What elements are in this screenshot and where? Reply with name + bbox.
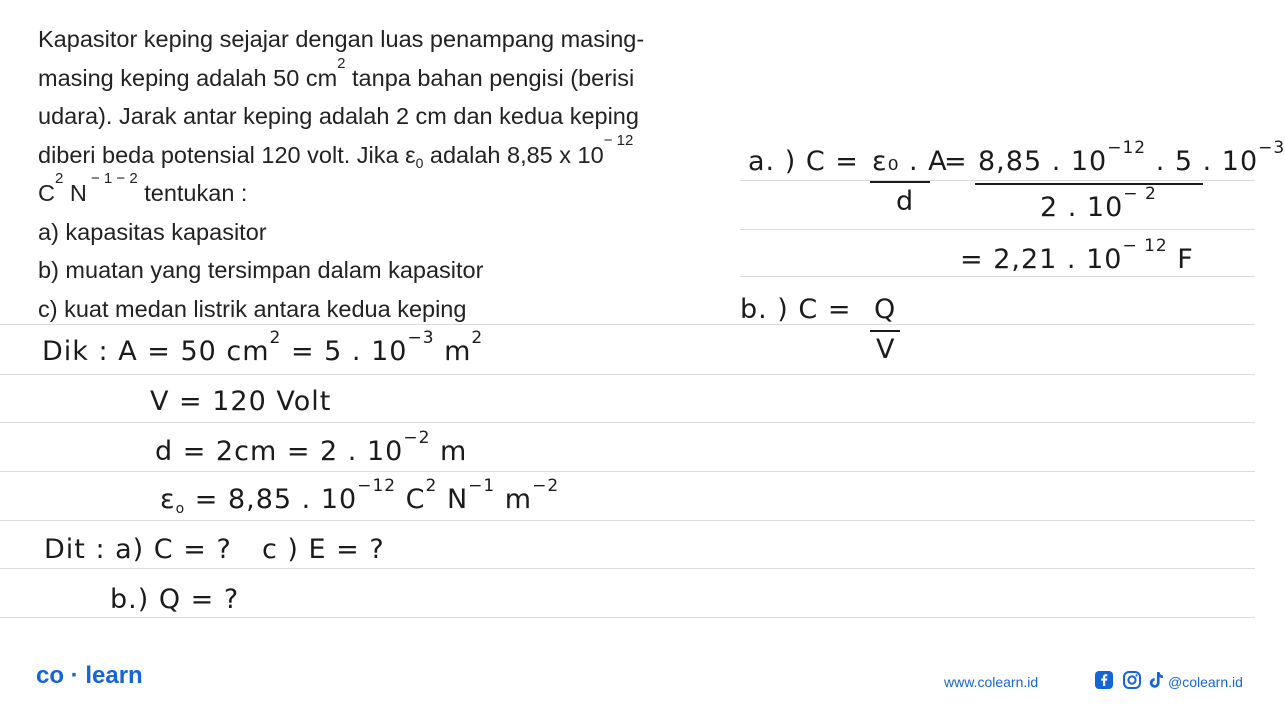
rule-line <box>0 471 1255 472</box>
answer-b-label: b. ) C = <box>740 294 852 325</box>
rule-line <box>0 374 1255 375</box>
answer-a-result: = 2,21 . $10^{- 12}$ F <box>960 236 1194 275</box>
problem-line-4: diberi beda potensial 120 volt. Jika $\varepsilon_0$ adalah 8,85 x $10^{- 12}$ <box>38 131 634 171</box>
known-voltage: V = 120 Volt <box>150 386 332 417</box>
rule-line <box>740 180 1255 181</box>
fraction-bar <box>870 181 930 183</box>
instagram-icon[interactable] <box>1122 670 1142 690</box>
problem-line-1: Kapasitor keping sejajar dengan luas penampang masing- <box>38 26 645 52</box>
question-c: c) kuat medan listrik antara kedua keping <box>38 295 467 322</box>
problem-line-3: udara). Jarak antar keping adalah 2 cm dan kedua keping <box>38 103 639 129</box>
social-handle[interactable]: @colearn.id <box>1168 674 1243 690</box>
website-link[interactable]: www.colearn.id <box>944 674 1039 690</box>
known-permittivity: $\varepsilon_o = 8,85$ . $10^{-12}$ $C^2$ $N^{-1}$ $m^{-2}$ <box>160 476 560 517</box>
answer-b-denominator: V <box>876 334 896 365</box>
rule-line <box>740 276 1255 277</box>
answer-a-equals: = <box>944 146 968 177</box>
facebook-icon[interactable] <box>1094 670 1114 690</box>
rule-line <box>0 568 1255 569</box>
rule-line <box>0 520 1255 521</box>
answer-b-numerator: Q <box>874 294 897 325</box>
asked-charge: b.) Q = ? <box>110 584 240 615</box>
fraction-bar <box>870 330 900 332</box>
answer-a-substituted-numerator: 8,85 . $10^{-12}$ . 5 . $10^{-3}$ <box>978 138 1285 177</box>
problem-statement <box>38 20 748 328</box>
rule-line <box>0 422 1255 423</box>
answer-a-substituted-denominator: 2 . $10^{- 2}$ <box>1040 184 1157 223</box>
rule-line <box>0 617 1255 618</box>
asked-field: c ) E = ? <box>262 534 385 565</box>
problem-line-5: $C^2$ N $^{- 1 - 2}$ tentukan : <box>38 170 248 206</box>
question-a: a) kapasitas kapasitor <box>38 218 267 245</box>
tiktok-icon[interactable] <box>1146 670 1166 690</box>
colearn-logo: co · learn <box>36 662 143 689</box>
rule-line <box>0 324 1255 325</box>
answer-a-label: a. ) C = <box>748 146 859 177</box>
problem-line-2: masing keping adalah 50 $cm^2$ tanpa bahan pengisi (berisi <box>38 54 635 91</box>
answer-a-denominator: d <box>896 186 915 217</box>
asked-capacitance: Dit : a) C = ? <box>44 534 232 565</box>
fraction-bar <box>975 183 1203 185</box>
answer-a-numerator: ε₀ . A <box>872 146 948 177</box>
rule-line <box>740 229 1255 230</box>
question-b: b) muatan yang tersimpan dalam kapasitor <box>38 257 484 283</box>
known-distance: d = 2cm = 2 . $10^{-2}$ m <box>155 428 468 467</box>
known-area: Dik : A = 50 $cm^2 = 5$ . $10^{-3}$ $m^2$ <box>42 328 484 367</box>
